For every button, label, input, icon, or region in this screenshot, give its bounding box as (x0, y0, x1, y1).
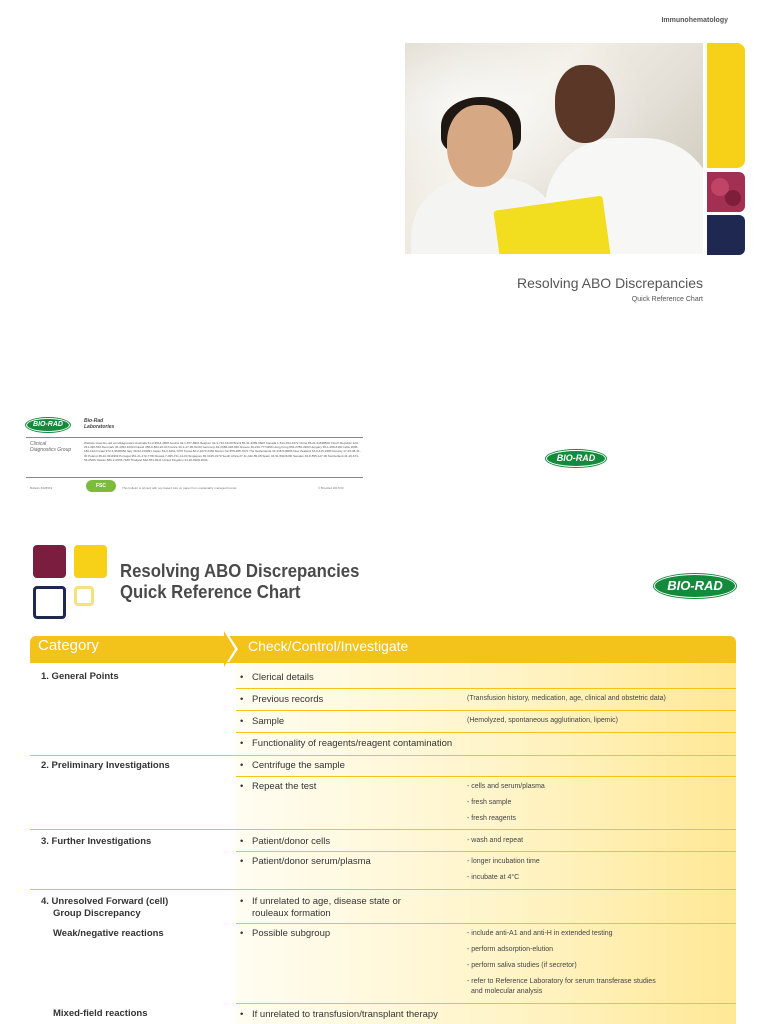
list-item: • If unrelated to age, disease state or (240, 896, 401, 908)
subcategory-weak-negative: Weak/negative reactions (53, 928, 164, 939)
yellow-panel (707, 43, 745, 168)
chart-title: Resolving ABO Discrepancies Quick Reference Chart (120, 561, 360, 602)
note: - fresh reagents (467, 815, 517, 822)
brand-square-navy (33, 586, 66, 619)
note: - fresh sample (467, 799, 512, 806)
note: (Transfusion history, medication, age, clinical and obstetric data) (467, 695, 666, 702)
note: and molecular analysis (471, 988, 543, 995)
bulletin-number: Bulletin 6026519 (30, 486, 53, 490)
note: - include anti-A1 and anti-H in extended testing (467, 930, 613, 937)
blood-cells-panel (707, 172, 745, 212)
note: - perform adsorption-elution (467, 946, 553, 953)
note: - incubate at 4°C (467, 874, 520, 881)
divider (26, 437, 363, 438)
header-check: Check/Control/Investigate (248, 638, 409, 654)
bio-rad-logo-large: BIO-RAD (654, 574, 736, 598)
row-divider (30, 662, 736, 663)
cover-title: Resolving ABO Discrepancies (517, 275, 703, 291)
header-category: Category (38, 637, 99, 654)
category-preliminary: 2. Preliminary Investigations (41, 760, 170, 771)
copyright: © Bio-Rad 2017/03 (318, 486, 344, 490)
note: (Hemolyzed, spontaneous agglutination, lipemic) (467, 717, 618, 724)
bio-rad-logo-small: BIO-RAD (26, 418, 70, 432)
cover-subtitle: Quick Reference Chart (631, 296, 703, 303)
contact-fine-print: Website www.bio-rad.com/diagnostics Australia 61-2-9914-2800 Austria 43-1-877-8901 Belgium 32-3-710-53-00 Brazil 55-31-3689-6600 Canada 1-514-334-4372 China 86-21-61698500 Czech Republic 420-241-430-532 Denmark 45-4452-1000 Finland 358-9-804-22-00 France 33-1-47-95-60-00 Germany 49-(0)89-318-840 Greece 30-210-7774396 Hong Kong 852-2789-3300 Hungary 36-1-459-6100 India 1800-180-1224 Israel 972-3-9636050 Italy 39-02-216091 Japan 81-3-6361-7070 Korea 82-2-3473-4460 Mexico 52-555-488-7670 The Netherlands 31-318-540666 New Zealand 64-9-415-2280 Norway 47-23-38-41-30 Poland 48-22-3311999 Portugal 351-21-472-7700 Russia 7-495-721-14-04 Singapore 65-6415-3170 South Africa 27-11-442-85-08 Spain 34-91-590-5200 Sweden 46-8-555-127-00 Switzerland 41-26-674-55-05/06 Taiwan 886-2-2578-7189 Thailand 662-651-8311 United Kingdom 44-20-8328-2000 (84, 441, 361, 462)
brand-square-yellow (74, 545, 107, 578)
note: - cells and serum/plasma (467, 783, 545, 790)
list-item: • Sample (240, 716, 284, 728)
cover-photo (405, 43, 703, 254)
list-item: • If unrelated to transfusion/transplant therapy (240, 1009, 438, 1021)
row-divider (30, 829, 736, 830)
row-divider (30, 755, 736, 756)
list-item: • Patient/donor serum/plasma (240, 856, 371, 868)
category-unresolved: 4. Unresolved Forward (cell) Group Discrepancy (41, 896, 169, 919)
list-item: • Patient/donor cells (240, 836, 330, 848)
category-general-points: 1. General Points (41, 671, 119, 682)
list-item: • Functionality of reagents/reagent contamination (240, 738, 452, 750)
group-name: Clinical Diagnostics Group (30, 441, 72, 453)
divider (26, 477, 363, 478)
fsc-icon: FSC (86, 480, 116, 492)
list-item: • Possible subgroup (240, 928, 330, 940)
list-item: • Previous records (240, 694, 323, 706)
note: - perform saliva studies (if secretor) (467, 962, 577, 969)
navy-panel (707, 215, 745, 255)
list-item: • Clerical details (240, 672, 314, 684)
brand-square-maroon (33, 545, 66, 578)
note: - refer to Reference Laboratory for serum transferase studies (467, 978, 656, 985)
section-label: Immunohematology (661, 17, 728, 24)
category-further: 3. Further Investigations (41, 836, 152, 847)
subcategory-mixed-field: Mixed-field reactions (53, 1008, 148, 1019)
company-name: Bio-Rad Laboratories (84, 418, 115, 430)
note: - longer incubation time (467, 858, 540, 865)
brand-square-light-yellow (74, 586, 94, 606)
list-item: • Centrifuge the sample (240, 760, 345, 772)
print-note: This bulletin is printed with soy-based inks on paper from sustainably managed forests (122, 486, 237, 490)
note: - wash and repeat (467, 837, 524, 844)
row-divider (30, 889, 736, 890)
list-item: • Repeat the test (240, 781, 316, 793)
bio-rad-logo: BIO-RAD (546, 450, 606, 467)
list-item-continued: rouleaux formation (252, 908, 331, 919)
